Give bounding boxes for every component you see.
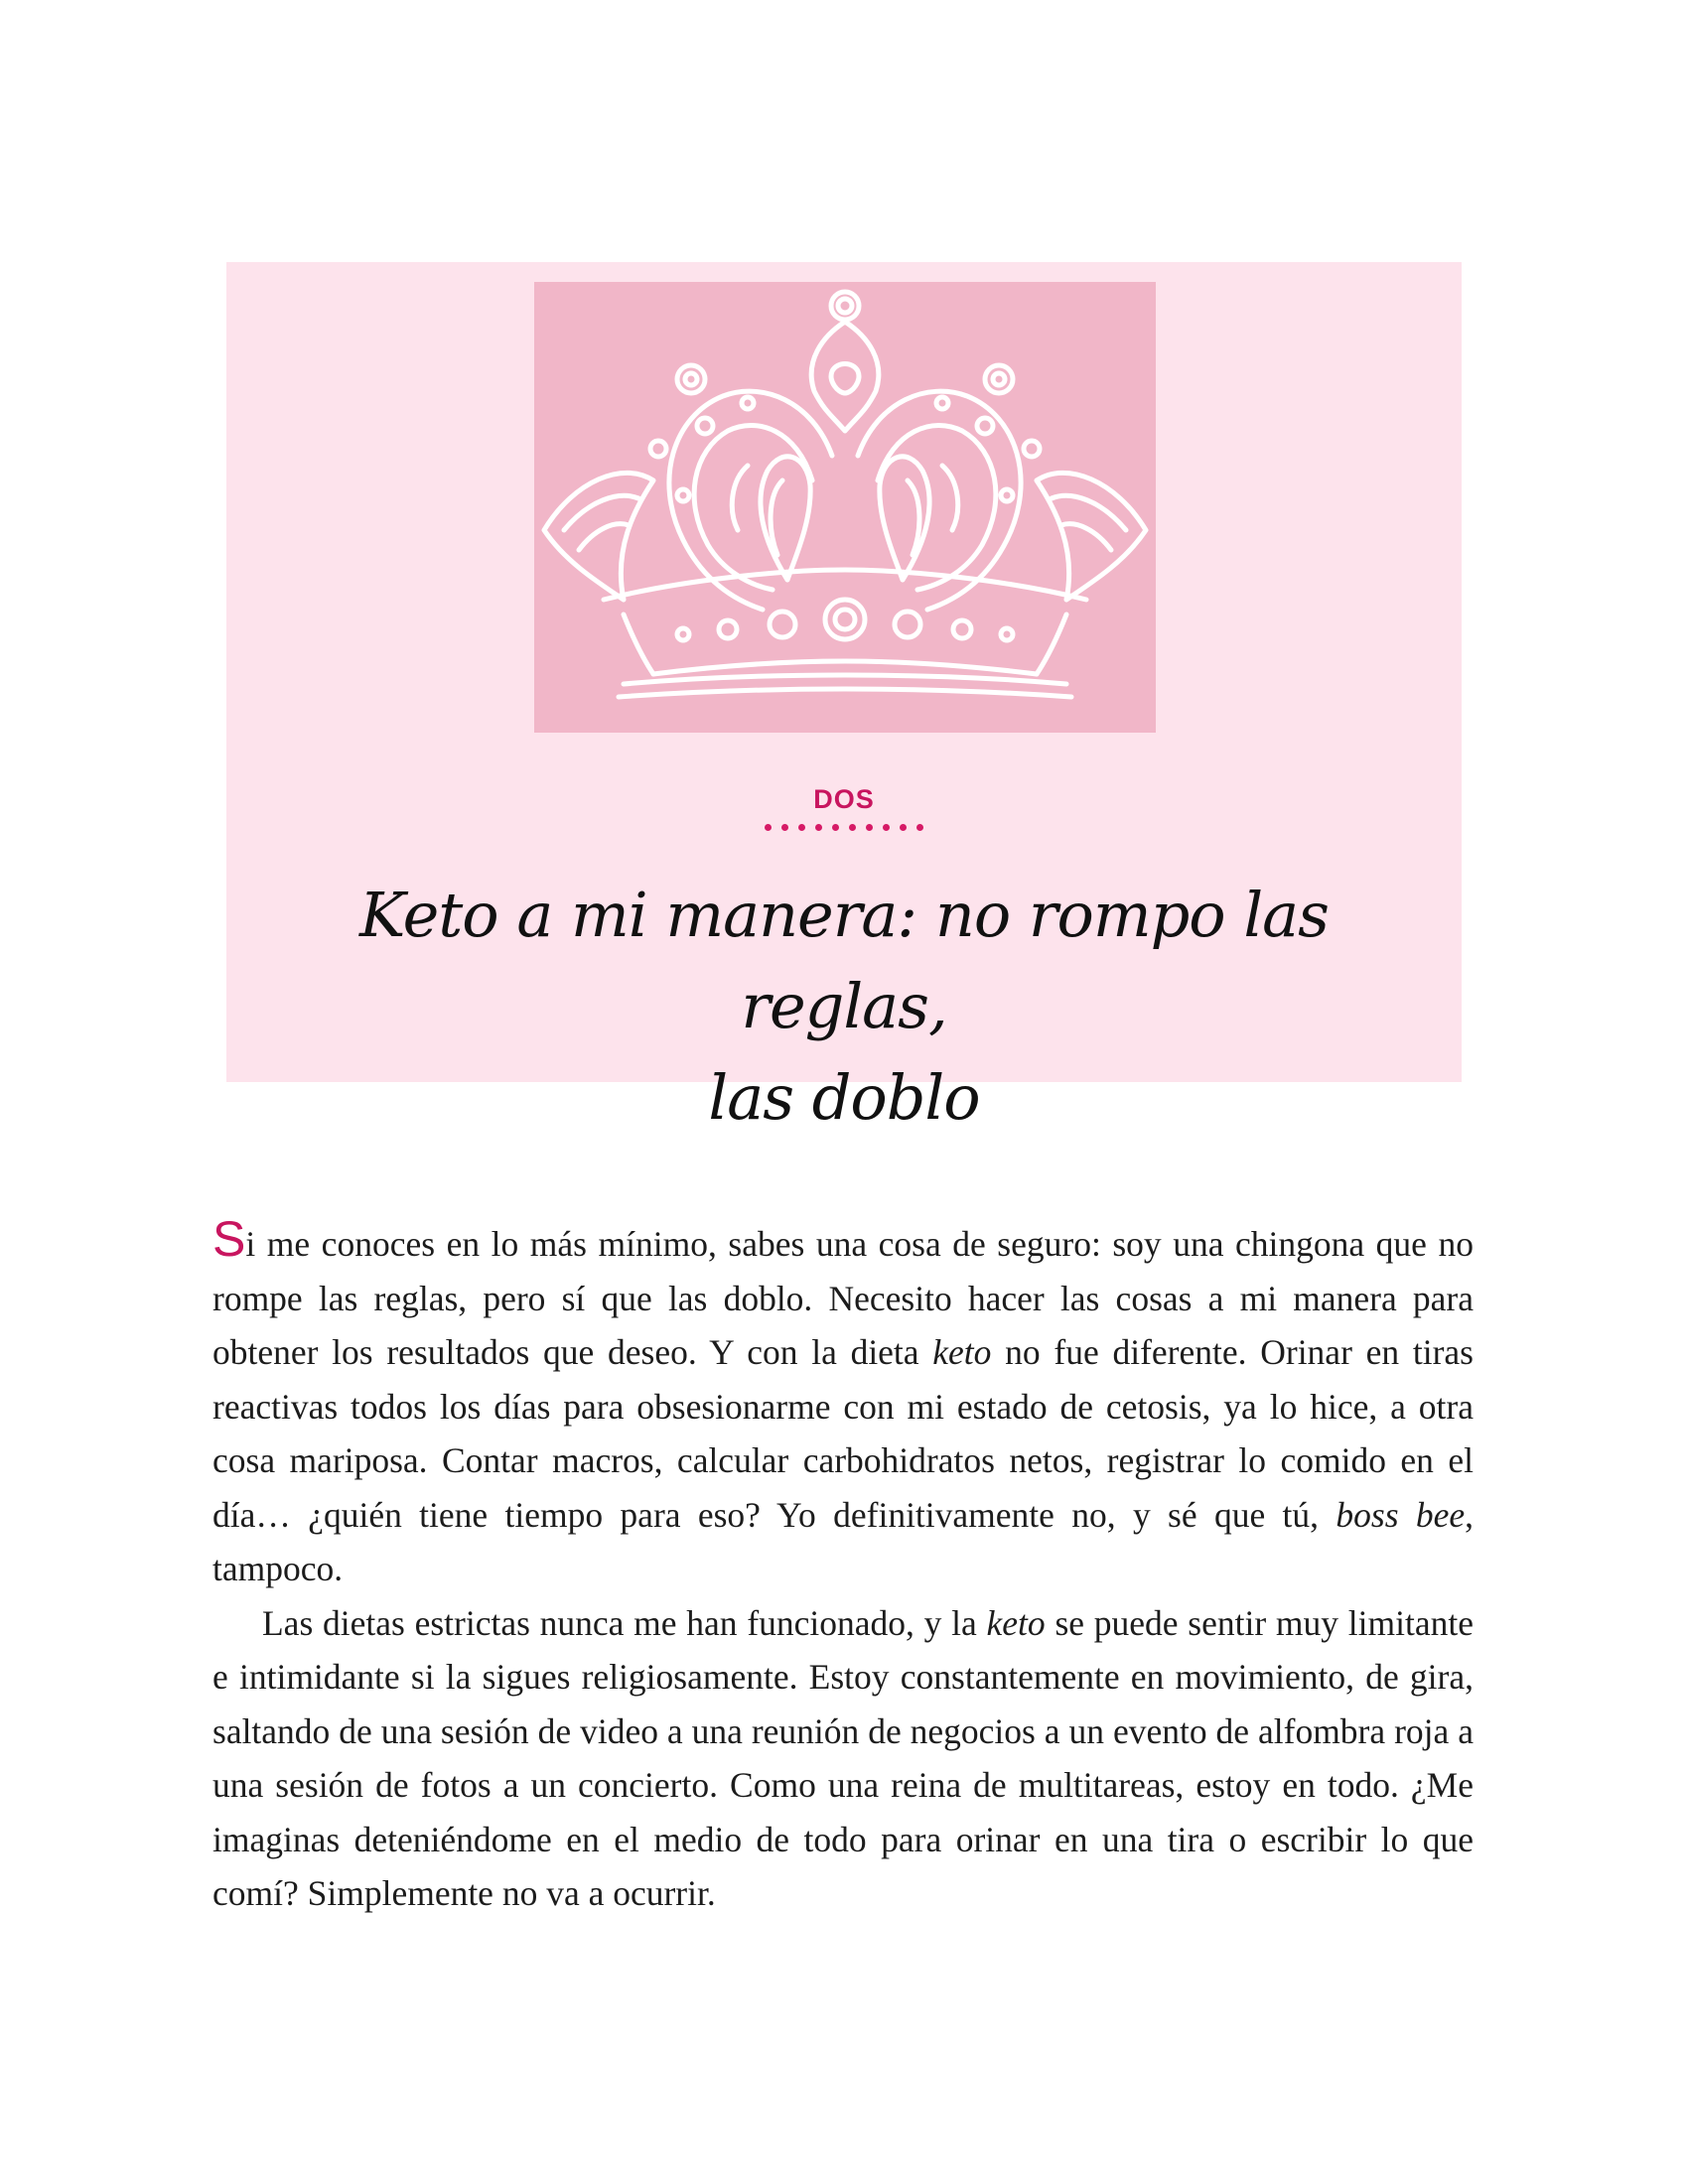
chapter-title-line-1: Keto a mi manera: no rompo las reglas, xyxy=(359,879,1329,1042)
paragraph-1-text-a: i me conoces en lo más mínimo, sabes una cosa de seguro: soy una chingona que no rompe las reglas, pero sí que las doblo. Necesito hacer las cosas a mi manera para obtener los resultados que deseo. Y con la dieta xyxy=(212,1224,1474,1372)
paragraph-1 xyxy=(212,1211,1474,1596)
paragraph-1-text-c: , tampoco. xyxy=(212,1494,1474,1588)
paragraph-2 xyxy=(212,1596,1474,1921)
paragraph-1-text-b: no fue diferente. Orinar en tiras reactivas todos los días para obsesionarme con mi estado de cetosis, ya lo hice, a otra cosa mariposa. Contar macros, calcular carbohidratos netos, registrar lo comido en el día… ¿quién tiene tiempo para eso? Yo definitivamente no, y sé que tú, xyxy=(212,1332,1474,1535)
body-text xyxy=(212,1211,1474,1921)
paragraph-2-emphasis-keto: keto xyxy=(986,1602,1046,1643)
paragraph-1-emphasis-boss-bee: boss bee xyxy=(1336,1494,1466,1535)
dotted-divider xyxy=(226,824,1462,831)
chapter-header xyxy=(226,262,1462,1134)
crown-illustration-icon xyxy=(534,282,1156,733)
chapter-number: DOS xyxy=(813,784,875,814)
drop-cap: S xyxy=(212,1211,246,1267)
paragraph-2-text-a: Las dietas estrictas nunca me han funcionado, y la xyxy=(262,1602,987,1643)
paragraph-1-emphasis-keto: keto xyxy=(932,1332,992,1372)
chapter-title-line-2: las doblo xyxy=(708,1061,980,1134)
paragraph-2-text-b: se puede sentir muy limitante e intimidante si la sigues religiosamente. Estoy constantemente en movimiento, de gira, saltando de una sesión de video a una reunión de negocios a un evento de alfombra roja a una sesión de fotos a un concierto. Como una reina de multitareas, estoy en todo. ¿Me imaginas deteniéndome en el medio de todo para orinar en una tira o escribir lo que comí? Simplemente no va a ocurrir. xyxy=(212,1602,1474,1913)
crown-image xyxy=(534,282,1156,733)
chapter-title xyxy=(266,870,1422,1144)
